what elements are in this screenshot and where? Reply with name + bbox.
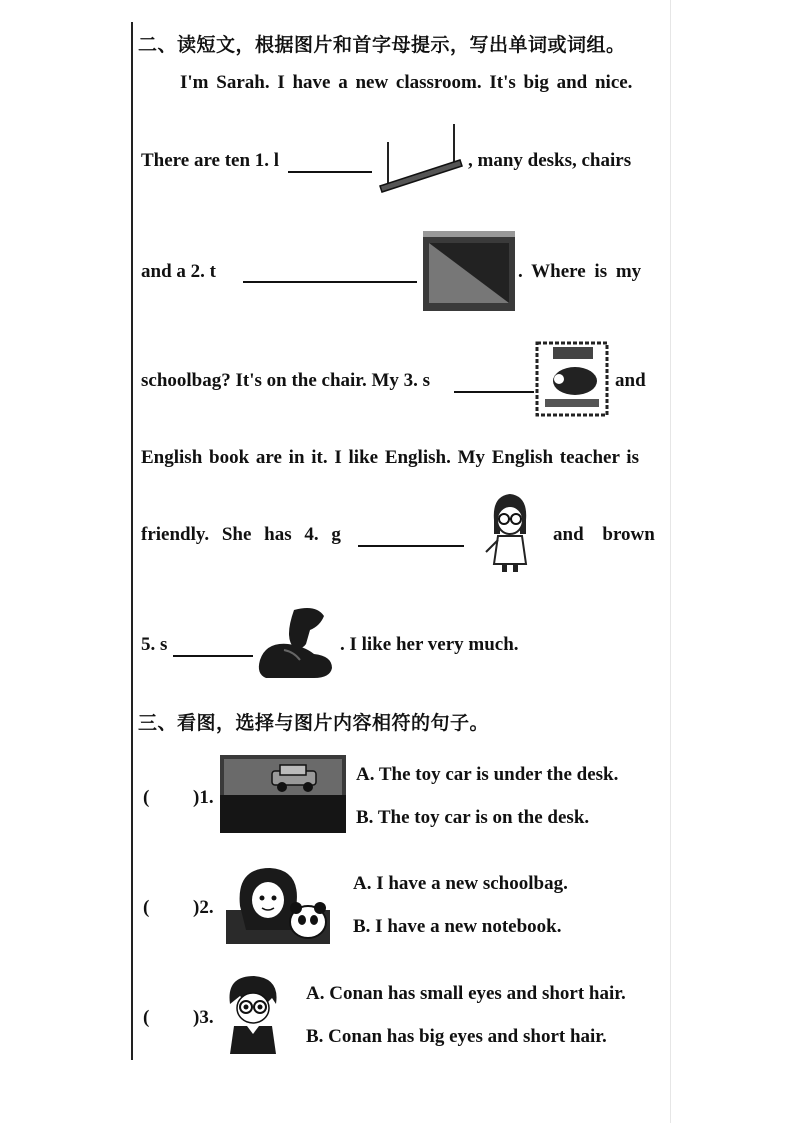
option-3a[interactable]: A. Conan has small eyes and short hair. [306, 983, 626, 1004]
answer-bracket-open-2[interactable]: ( [143, 897, 150, 918]
storybook-picture [535, 341, 609, 417]
passage-line-7a: 5. s [141, 634, 168, 655]
option-3b[interactable]: B. Conan has big eyes and short hair. [306, 1026, 607, 1047]
section3-heading: 三、看图，选择与图片内容相符的句子。 [138, 712, 490, 734]
page-edge-line [670, 0, 671, 1123]
teacher-glasses-picture [484, 490, 534, 574]
blank-2[interactable] [243, 281, 417, 283]
blank-3[interactable] [454, 391, 534, 393]
passage-line-4a: schoolbag? It's on the chair. My 3. s [141, 370, 431, 391]
margin-line [131, 22, 133, 1060]
passage-line-5: English book are in it. I like English. My English teacher is [141, 447, 639, 468]
blank-5[interactable] [173, 655, 253, 657]
passage-line-6a: friendly. She has 4. g [141, 524, 341, 545]
blackboard-picture [423, 231, 515, 311]
shoes-picture [254, 604, 334, 682]
passage-line-1: I'm Sarah. I have a new classroom. It's big and nice. [180, 72, 633, 93]
blank-4[interactable] [358, 545, 464, 547]
option-1b[interactable]: B. The toy car is on the desk. [356, 807, 590, 828]
light-picture [378, 122, 464, 196]
toy-car-picture [220, 755, 346, 833]
passage-line-3b: . Where is my [518, 261, 642, 282]
passage-line-2b: , many desks, chairs [468, 150, 632, 171]
conan-picture [222, 974, 284, 1056]
blank-1[interactable] [288, 171, 372, 173]
option-2b[interactable]: B. I have a new notebook. [353, 916, 562, 937]
option-2a[interactable]: A. I have a new schoolbag. [353, 873, 568, 894]
section2-heading: 二、读短文，根据图片和首字母提示，写出单词或词组。 [138, 34, 626, 56]
answer-bracket-open-3[interactable]: ( [143, 1007, 150, 1028]
passage-line-2a: There are ten 1. l [141, 150, 280, 171]
question-number-2: )2. [193, 897, 214, 918]
option-1a[interactable]: A. The toy car is under the desk. [356, 764, 619, 785]
passage-line-3a: and a 2. t [141, 261, 216, 282]
answer-bracket-open-1[interactable]: ( [143, 787, 150, 808]
passage-line-7b: . I like her very much. [340, 634, 519, 655]
question-number-3: )3. [193, 1007, 214, 1028]
girl-schoolbag-picture [226, 866, 330, 944]
question-number-1: )1. [193, 787, 214, 808]
passage-line-4b: and [615, 370, 646, 391]
passage-line-6b: and brown [553, 524, 655, 545]
